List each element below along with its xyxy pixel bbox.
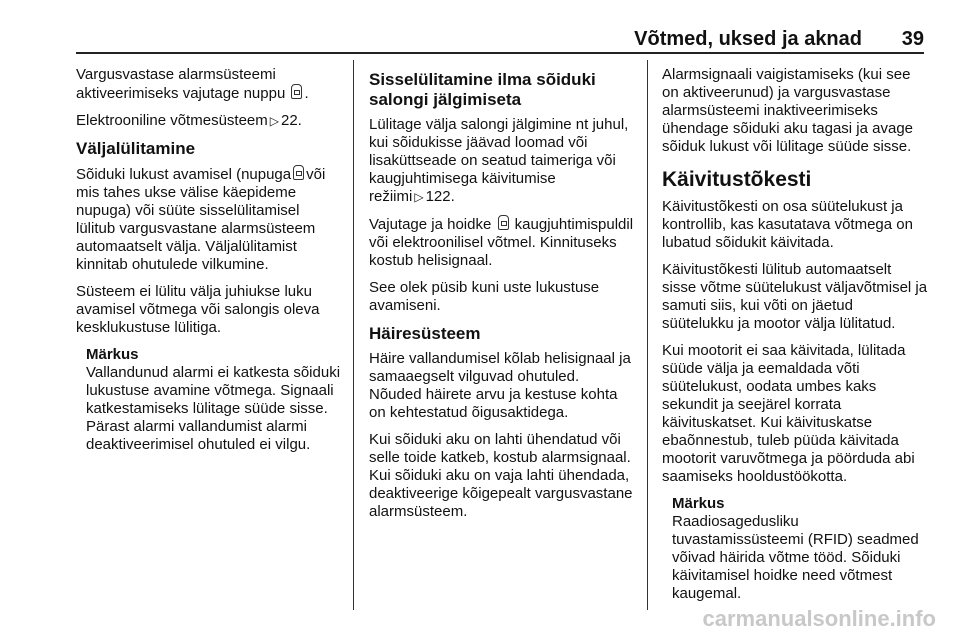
column-3 bbox=[662, 66, 928, 603]
column-1 bbox=[76, 66, 342, 454]
column-2 bbox=[369, 66, 635, 530]
chapter-title: Võtmed, uksed ja aknad bbox=[634, 28, 862, 50]
arrow-icon: ▷ bbox=[269, 114, 279, 128]
page-reference: 22. bbox=[281, 112, 302, 129]
column-divider bbox=[353, 60, 354, 610]
paragraph bbox=[369, 215, 635, 270]
note-label: Märkus bbox=[86, 346, 139, 363]
unlock-icon bbox=[293, 165, 304, 180]
section-heading: Sisselülitamine ilma sõiduki salongi jälgimiseta bbox=[369, 70, 596, 109]
paragraph bbox=[76, 165, 342, 274]
paragraph: Alarmsignaali vaigistamiseks (kui see on aktiveerunud) ja vargusvastase alarmsüsteemi inaktiveerimiseks ühendage sõiduki aku tagasi ja avage sõiduk lukust või lülitage süüde sisse. bbox=[662, 66, 914, 155]
paragraph bbox=[76, 112, 342, 130]
paragraph bbox=[369, 116, 635, 206]
note-label: Märkus bbox=[672, 495, 725, 512]
paragraph: Käivitustõkesti lülitub automaatselt sisse võtme süütelukust väljavõtmisel ja samuti siis, kui võti on jäetud süütelukku ja mootor välja lülitatud. bbox=[662, 261, 928, 332]
text: . bbox=[304, 85, 309, 102]
text: kaugjuhtimispuldil või elektroonilisel võtmel. Kinnituseks kostub helisignaal. bbox=[369, 216, 634, 269]
note-text: Vallandunud alarmi ei katkesta sõiduki lukustuse avamine võtmega. Signaali katkestamiseks lülitage süüde sisse. Pärast alarmi vallandumist alarmi deaktiveerimisel ohutuled ei vilgu. bbox=[86, 364, 341, 453]
paragraph: Häire vallandumisel kõlab helisignaal ja samaaegselt vilguvad ohutuled. Nõuded häirete arvu ja kestuse kohta on kehtestatud õigusaktidega. bbox=[369, 350, 631, 421]
lock-icon bbox=[291, 84, 302, 99]
text: Lülitage välja salongi jälgimine nt juhul, kui sõidukisse jäävad loomad või lisaküttseade on seatud taimeriga või kaugjuhtimisega käivitumise režiimi bbox=[369, 116, 629, 205]
paragraph: Kui sõiduki aku on lahti ühendatud või selle toide katkeb, kostub alarmsignaal. Kui sõiduki aku on vaja lahti ühendada, deaktiveerige kõigepealt vargusvastane alarmsüsteem. bbox=[369, 431, 633, 520]
page-reference: 122. bbox=[425, 188, 455, 205]
text: Elektrooniline võtmesüsteem bbox=[76, 112, 268, 129]
note-box bbox=[86, 346, 342, 454]
text: Sõiduki lukust avamisel (nupuga bbox=[76, 166, 292, 183]
paragraph: See olek püsib kuni uste lukustuse avamiseni. bbox=[369, 279, 600, 314]
page-number: 39 bbox=[901, 28, 924, 50]
note-box bbox=[672, 495, 928, 603]
column-divider bbox=[647, 60, 648, 610]
lock-icon bbox=[498, 215, 509, 230]
text: Vargusvastase alarmsüsteemi aktiveerimiseks vajutage nuppu bbox=[76, 66, 286, 102]
section-heading: Käivitustõkesti bbox=[662, 168, 812, 191]
paragraph: Süsteem ei lülitu välja juhiukse luku avamisel võtmega või salongis oleva kesklukustuse lülitiga. bbox=[76, 283, 320, 336]
section-heading: Väljalülitamine bbox=[76, 139, 196, 158]
arrow-icon: ▷ bbox=[414, 190, 424, 204]
text: või mis tahes ukse välise käepideme nupuga) või süüte sisselülitamisel lülitub vargusvastane alarmsüsteem automaatselt välja. Väljalülitamist kinnitab ohutulede vilkumine. bbox=[76, 166, 326, 273]
paragraph bbox=[76, 66, 342, 103]
text: Vajutage ja hoidke bbox=[369, 216, 492, 233]
watermark: carmanualsonline.info bbox=[702, 606, 936, 631]
paragraph: Käivitustõkesti on osa süütelukust ja kontrollib, kas kasutatava võtmega on lubatud sõidukit käivitada. bbox=[662, 198, 913, 251]
page-header bbox=[76, 28, 924, 54]
note-text: Raadiosagedusliku tuvastamissüsteemi (RFID) seadmed võivad häirida võtme tööd. Sõiduki käivitamisel hoidke need võtmest kaugemal. bbox=[672, 513, 919, 602]
section-heading: Häiresüsteem bbox=[369, 324, 481, 343]
paragraph: Kui mootorit ei saa käivitada, lülitada süüde välja ja eemaldada võti süütelukust, oodata umbes kaks sekundit ja seejärel korrata käivituskatset. Kui käivituskatse ebaõnnestub, tuleb püüda käivitada mootorit varuvõtmega ja pöörduda abi saamiseks hooldustöökotta. bbox=[662, 342, 915, 485]
